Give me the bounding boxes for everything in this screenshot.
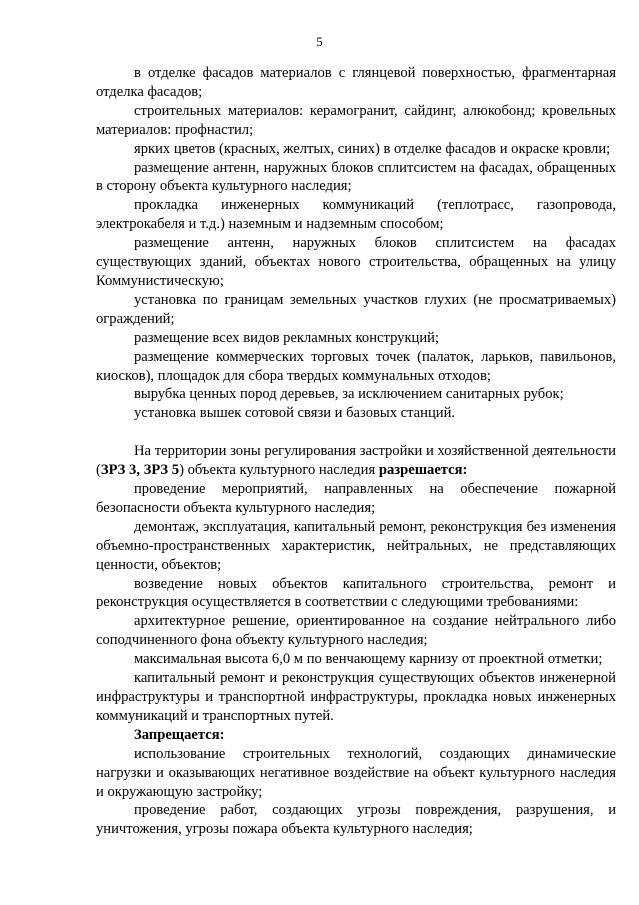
prohibited-item: использование строительных технологий, создающих динамические нагрузки и оказывающих негативное воздействие на объект культурного наследия и окружающую застройку; (96, 745, 616, 800)
paragraph: прокладка инженерных коммуникаций (теплотрасс, газопровода, электрокабеля и т.д.) наземным и надземным способом; (96, 197, 616, 233)
paragraph: установка вышек сотовой связи и базовых станций. (134, 405, 456, 422)
document-body (96, 64, 616, 839)
paragraph: установка по границам земельных участков глухих (не просматриваемых) ограждений; (96, 291, 616, 327)
prohibited-heading-paragraph (96, 726, 616, 745)
prohibited-heading: Запрещается: (134, 726, 225, 743)
zone-codes: ЗРЗ 3, ЗРЗ 5 (100, 462, 180, 479)
permitted-item: максимальная высота 6,0 м по венчающему карнизу от проектной отметки; (134, 651, 603, 668)
zone-intro-paragraph (96, 442, 616, 480)
permitted-item: демонтаж, эксплуатация, капитальный ремонт, реконструкция без изменения объемно-пространственных характеристик, нейтральных, не представляющих ценности, объектов; (96, 518, 616, 573)
paragraph: строительных материалов: керамогранит, сайдинг, алюкобонд; кровельных материалов: профнастил; (96, 102, 616, 138)
paragraph: вырубка ценных пород деревьев, за исключением санитарных рубок; (134, 386, 564, 403)
page-number: 5 (316, 34, 323, 49)
prohibited-item: проведение работ, создающих угрозы повреждения, разрушения, и уничтожения, угрозы пожара объекта культурного наследия; (96, 802, 616, 838)
paragraph: ярких цветов (красных, желтых, синих) в отделке фасадов и окраске кровли; (134, 140, 611, 157)
permitted-item: проведение мероприятий, направленных на обеспечение пожарной безопасности объекта культурного наследия; (96, 481, 616, 516)
permitted-label: разрешается: (378, 462, 468, 479)
zone-intro-text: На территории зоны регулирования застройки и хозяйственной деятельности ( (96, 443, 616, 479)
permitted-item: капитальный ремонт и реконструкция существующих объектов инженерной инфраструктуры и транспортной инфраструктуры, прокладка новых инженерных коммуникаций и транспортных путей. (96, 670, 616, 724)
permitted-item: архитектурное решение, ориентированное на создание нейтрального либо соподчиненного фона объекту культурного наследия; (96, 613, 616, 649)
paragraph: размещение антенн, наружных блоков сплитсистем на фасадах, обращенных в сторону объекта культурного наследия; (96, 159, 616, 195)
paragraph: в отделке фасадов материалов с глянцевой поверхностью, фрагментарная отделка фасадов; (96, 65, 616, 100)
paragraph: размещение антенн, наружных блоков сплитсистем на фасадах существующих зданий, объектах нового строительства, обращенных на улицу Коммунистическую; (96, 235, 616, 289)
paragraph: размещение всех видов рекламных конструкций; (134, 329, 440, 346)
zone-intro-text: ) объекта культурного наследия (179, 462, 379, 479)
paragraph: размещение коммерческих торговых точек (палаток, ларьков, павильонов, киосков), площадок для сбора твердых коммунальных отходов; (96, 348, 616, 384)
permitted-item: возведение новых объектов капитального строительства, ремонт и реконструкция осуществляется в соответствии с следующими требованиями: (96, 575, 616, 611)
